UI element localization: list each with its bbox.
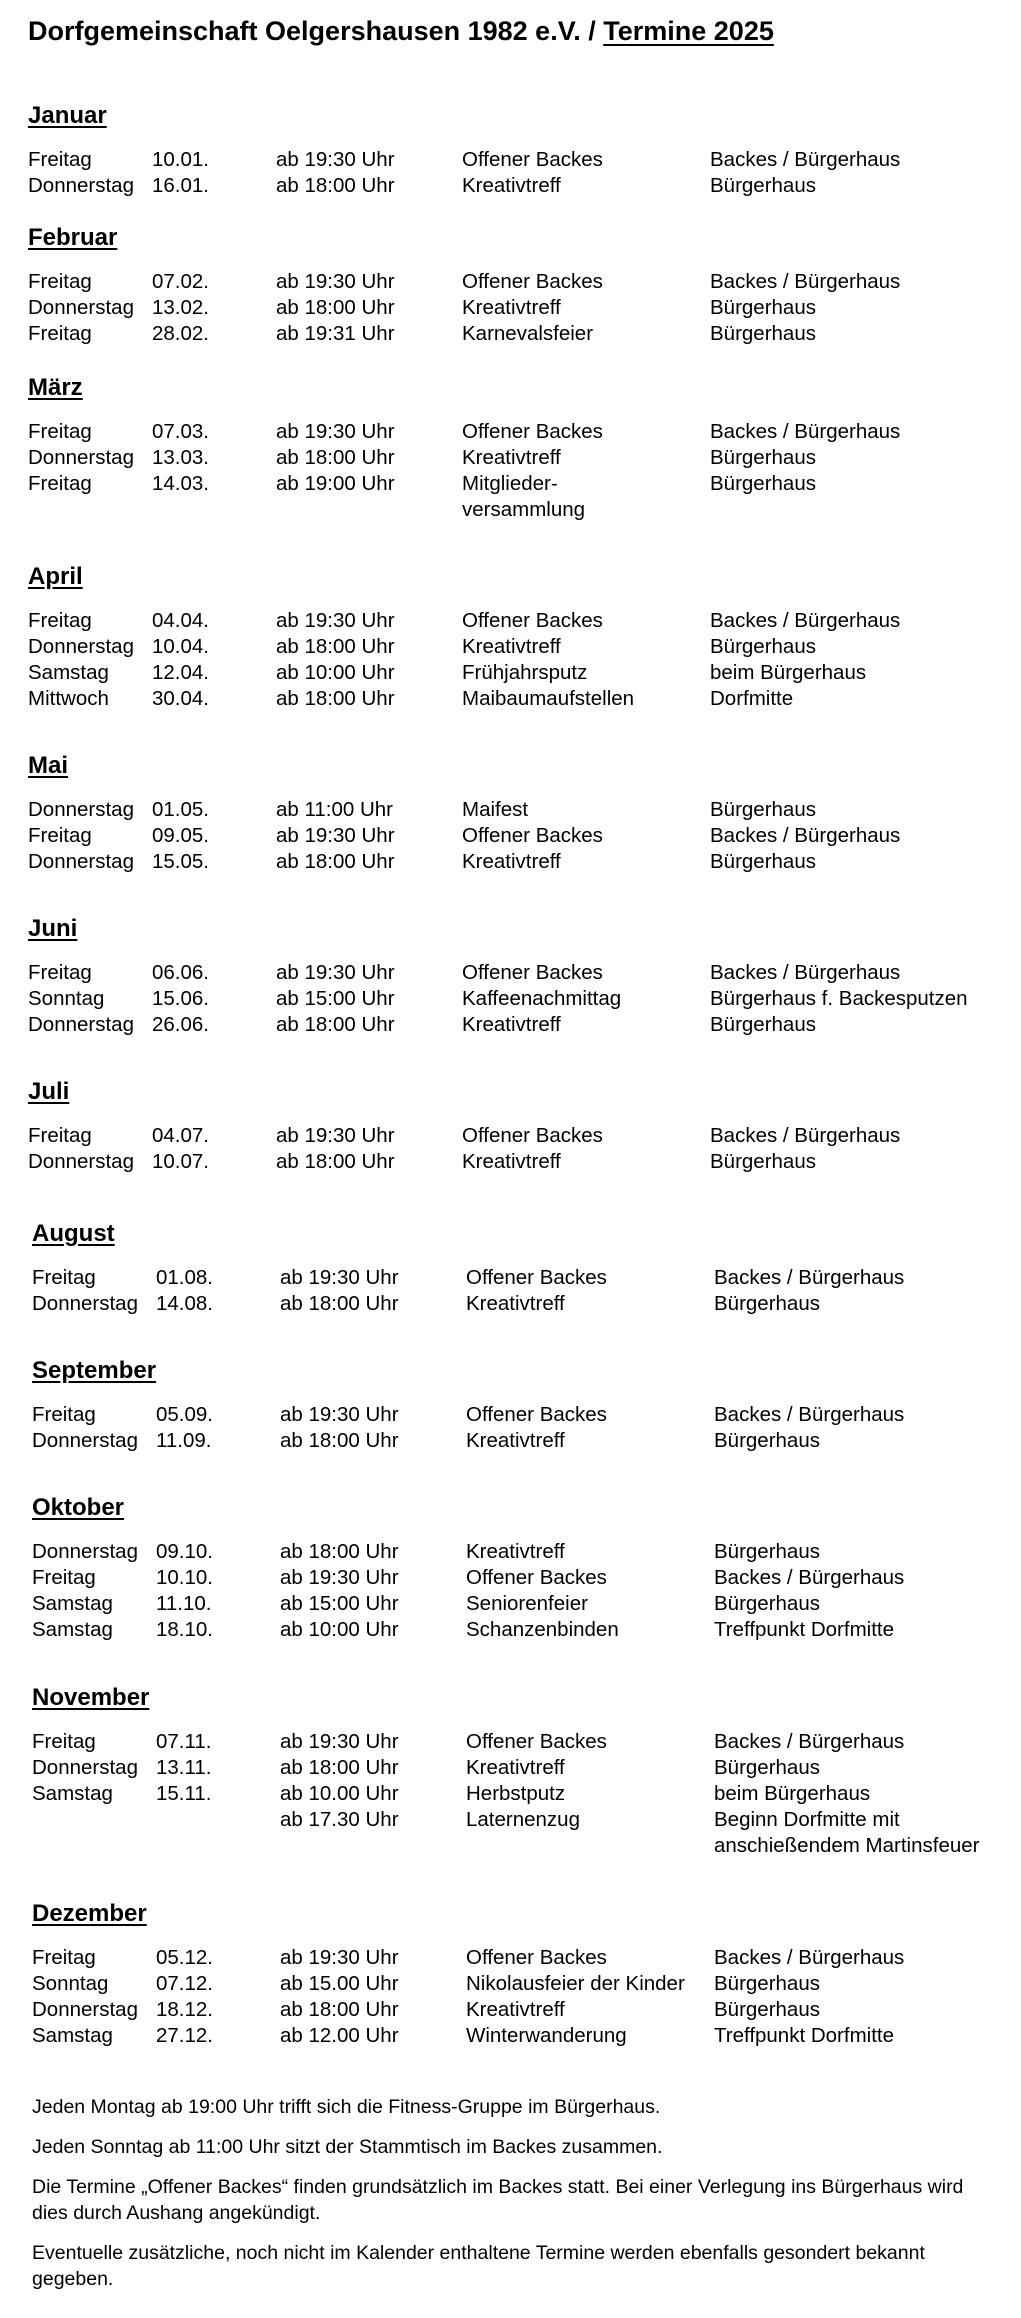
event-day: Donnerstag: [32, 1998, 138, 2021]
event-time: ab 17.30 Uhr: [280, 1808, 399, 1831]
event-time: ab 10:00 Uhr: [280, 1618, 399, 1641]
event-date: 07.02.: [152, 270, 209, 293]
event-day: Freitag: [28, 420, 92, 443]
event-day: Sonntag: [28, 987, 105, 1010]
event-row: [32, 1997, 1021, 2023]
month-heading-juni: Juni: [28, 915, 78, 942]
event-location: Bürgerhaus: [714, 1592, 820, 1615]
event-row: [32, 1755, 1021, 1781]
event-time: ab 19:30 Uhr: [280, 1566, 399, 1589]
event-name: Kreativtreff: [466, 1292, 565, 1315]
event-location: Backes / Bürgerhaus: [710, 824, 901, 847]
event-row: [28, 269, 1018, 295]
event-name: Maifest: [462, 798, 529, 821]
month-heading-dezember: Dezember: [32, 1900, 147, 1927]
event-time: ab 19:31 Uhr: [276, 322, 395, 345]
event-name: Offener Backes: [462, 961, 603, 984]
event-name: Offener Backes: [462, 1124, 603, 1147]
event-date: 04.07.: [152, 1124, 209, 1147]
event-location: Backes / Bürgerhaus: [714, 1403, 905, 1426]
event-day: Freitag: [28, 472, 92, 495]
month-heading-märz: März: [28, 374, 83, 401]
event-time: ab 18:00 Uhr: [276, 1150, 395, 1173]
note-paragraph: Die Termine „Offener Backes“ finden grundsätzlich im Backes statt. Bei einer Verlegung ins Bürgerhaus wird dies durch Aushang angekündigt.: [32, 2176, 964, 2224]
event-name: Offener Backes: [466, 1403, 607, 1426]
month-heading-april: April: [28, 563, 83, 590]
event-time: ab 11:00 Uhr: [276, 798, 394, 821]
event-location: Backes / Bürgerhaus: [714, 1730, 905, 1753]
note-paragraph: Eventuelle zusätzliche, noch nicht im Kalender enthaltene Termine werden ebenfalls gesondert bekannt gegeben.: [32, 2242, 925, 2290]
event-name: Kreativtreff: [462, 1150, 561, 1173]
event-day: Samstag: [32, 1782, 113, 1805]
event-day: Samstag: [32, 2024, 113, 2047]
event-date: 26.06.: [152, 1013, 209, 1036]
event-date: 28.02.: [152, 322, 209, 345]
event-time: ab 10.00 Uhr: [280, 1782, 399, 1805]
event-row: [28, 1012, 1018, 1038]
event-location: Bürgerhaus: [710, 174, 816, 197]
event-day: Freitag: [28, 824, 92, 847]
event-date: 12.04.: [152, 661, 209, 684]
event-location: Backes / Bürgerhaus: [714, 1946, 905, 1969]
event-date: 09.10.: [156, 1540, 213, 1563]
event-location: Bürgerhaus: [714, 1429, 820, 1452]
event-name: Herbstputz: [466, 1782, 566, 1805]
event-time: ab 18:00 Uhr: [276, 635, 395, 658]
event-row: [32, 1265, 1021, 1291]
event-row: [32, 2023, 1021, 2049]
event-name: Offener Backes: [466, 1266, 607, 1289]
event-row: [32, 1729, 1021, 1755]
event-time: ab 15:00 Uhr: [280, 1592, 399, 1615]
event-location: Bürgerhaus: [710, 322, 816, 345]
page-title: [28, 16, 774, 47]
event-day: Donnerstag: [28, 1150, 134, 1173]
event-date: 14.03.: [152, 472, 209, 495]
event-name: Nikolausfeier der Kinder: [466, 1972, 685, 1995]
title-main: Dorfgemeinschaft Oelgershausen 1982 e.V. /: [28, 16, 604, 46]
event-day: Samstag: [32, 1592, 113, 1615]
event-location: Bürgerhaus: [714, 1292, 820, 1315]
event-time: ab 19:30 Uhr: [276, 961, 395, 984]
event-name: Offener Backes: [462, 420, 603, 443]
event-name: Kreativtreff: [466, 1998, 565, 2021]
event-location: beim Bürgerhaus: [714, 1782, 871, 1805]
event-day: Donnerstag: [32, 1540, 138, 1563]
event-date: 15.11.: [156, 1782, 212, 1805]
event-time: ab 18:00 Uhr: [280, 1756, 399, 1779]
event-row: [28, 986, 1018, 1012]
event-location: Bürgerhaus: [714, 1756, 820, 1779]
event-row: [32, 1591, 1021, 1617]
event-date: 13.11.: [156, 1756, 212, 1779]
event-name: Karnevalsfeier: [462, 322, 594, 345]
event-date: 10.10.: [156, 1566, 213, 1589]
month-heading-august: August: [32, 1220, 115, 1247]
event-day: Freitag: [28, 609, 92, 632]
event-day: Donnerstag: [28, 635, 134, 658]
event-time: ab 19:30 Uhr: [276, 420, 395, 443]
event-date: 10.07.: [152, 1150, 209, 1173]
event-date: 05.09.: [156, 1403, 213, 1426]
event-row: [28, 686, 1018, 712]
event-location: anschießendem Martinsfeuer: [714, 1834, 980, 1857]
event-name: versammlung: [462, 498, 586, 521]
event-row: [32, 1781, 1021, 1807]
event-time: ab 18:00 Uhr: [280, 1429, 399, 1452]
event-date: 16.01.: [152, 174, 209, 197]
event-location: Bürgerhaus: [710, 472, 816, 495]
event-time: ab 18:00 Uhr: [276, 687, 395, 710]
event-date: 07.11.: [156, 1730, 212, 1753]
event-date: 09.05.: [152, 824, 209, 847]
event-location: Bürgerhaus: [714, 1540, 820, 1563]
event-name: Mitglieder-: [462, 472, 558, 495]
event-name: Kreativtreff: [462, 1013, 561, 1036]
event-name: Kreativtreff: [462, 635, 561, 658]
event-row: [28, 660, 1018, 686]
event-time: ab 19:00 Uhr: [276, 472, 395, 495]
note-paragraph: Jeden Montag ab 19:00 Uhr trifft sich die Fitness-Gruppe im Bürgerhaus.: [32, 2096, 661, 2118]
event-row: [28, 497, 1018, 523]
event-row: [28, 797, 1018, 823]
month-heading-november: November: [32, 1684, 150, 1711]
event-day: Donnerstag: [32, 1756, 138, 1779]
event-time: ab 18:00 Uhr: [276, 174, 395, 197]
event-name: Kaffeenachmittag: [462, 987, 622, 1010]
event-row: [32, 1833, 1021, 1859]
event-row: [32, 1291, 1021, 1317]
event-day: Donnerstag: [28, 798, 134, 821]
event-date: 07.12.: [156, 1972, 213, 1995]
event-name: Kreativtreff: [466, 1756, 565, 1779]
event-time: ab 15:00 Uhr: [276, 987, 395, 1010]
event-name: Kreativtreff: [462, 174, 561, 197]
event-row: [28, 823, 1018, 849]
month-heading-februar: Februar: [28, 224, 118, 251]
event-date: 15.06.: [152, 987, 209, 1010]
event-location: Treffpunkt Dorfmitte: [714, 2024, 895, 2047]
event-location: Dorfmitte: [710, 687, 794, 710]
title-year: Termine 2025: [603, 16, 774, 46]
event-name: Kreativtreff: [466, 1540, 565, 1563]
event-time: ab 19:30 Uhr: [276, 824, 395, 847]
event-date: 15.05.: [152, 850, 209, 873]
event-location: beim Bürgerhaus: [710, 661, 867, 684]
event-row: [28, 960, 1018, 986]
event-day: Freitag: [28, 148, 92, 171]
event-row: [32, 1945, 1021, 1971]
event-day: Donnerstag: [32, 1292, 138, 1315]
event-name: Offener Backes: [462, 609, 603, 632]
event-day: Freitag: [28, 270, 92, 293]
event-name: Offener Backes: [462, 270, 603, 293]
event-date: 11.10.: [156, 1592, 212, 1615]
event-day: Samstag: [32, 1618, 113, 1641]
event-date: 11.09.: [156, 1429, 212, 1452]
event-location: Bürgerhaus: [710, 1150, 816, 1173]
event-date: 06.06.: [152, 961, 209, 984]
event-date: 07.03.: [152, 420, 209, 443]
event-name: Offener Backes: [462, 824, 603, 847]
event-day: Mittwoch: [28, 687, 109, 710]
event-name: Schanzenbinden: [466, 1618, 619, 1641]
month-heading-oktober: Oktober: [32, 1494, 125, 1521]
event-day: Donnerstag: [28, 174, 134, 197]
event-name: Kreativtreff: [462, 850, 561, 873]
event-time: ab 19:30 Uhr: [276, 609, 395, 632]
event-location: Bürgerhaus f. Backesputzen: [710, 987, 968, 1010]
event-time: ab 19:30 Uhr: [276, 1124, 395, 1147]
event-day: Donnerstag: [28, 850, 134, 873]
event-name: Kreativtreff: [462, 296, 561, 319]
event-location: Bürgerhaus: [714, 1998, 820, 2021]
event-time: ab 18:00 Uhr: [280, 1998, 399, 2021]
event-date: 30.04.: [152, 687, 209, 710]
event-day: Freitag: [32, 1730, 96, 1753]
event-row: [32, 1617, 1021, 1643]
event-name: Offener Backes: [462, 148, 603, 171]
event-name: Frühjahrsputz: [462, 661, 588, 684]
event-location: Beginn Dorfmitte mit: [714, 1808, 900, 1831]
event-location: Treffpunkt Dorfmitte: [714, 1618, 895, 1641]
month-heading-juli: Juli: [28, 1078, 70, 1105]
event-day: Freitag: [32, 1566, 96, 1589]
event-date: 04.04.: [152, 609, 209, 632]
event-day: Donnerstag: [32, 1429, 138, 1452]
event-location: Bürgerhaus: [710, 635, 816, 658]
event-row: [28, 849, 1018, 875]
event-location: Backes / Bürgerhaus: [710, 270, 901, 293]
event-row: [28, 471, 1018, 497]
note-paragraph: Jeden Sonntag ab 11:00 Uhr sitzt der Stammtisch im Backes zusammen.: [32, 2136, 663, 2158]
event-row: [28, 608, 1018, 634]
event-date: 05.12.: [156, 1946, 213, 1969]
event-date: 14.08.: [156, 1292, 213, 1315]
month-heading-januar: Januar: [28, 102, 107, 129]
event-row: [32, 1428, 1021, 1454]
event-time: ab 19:30 Uhr: [276, 148, 395, 171]
event-location: Backes / Bürgerhaus: [710, 420, 901, 443]
event-time: ab 19:30 Uhr: [280, 1266, 399, 1289]
event-date: 13.03.: [152, 446, 209, 469]
event-row: [28, 173, 1018, 199]
event-row: [28, 634, 1018, 660]
event-date: 01.08.: [156, 1266, 213, 1289]
event-name: Offener Backes: [466, 1946, 607, 1969]
event-name: Offener Backes: [466, 1566, 607, 1589]
event-name: Kreativtreff: [462, 446, 561, 469]
event-date: 01.05.: [152, 798, 209, 821]
event-day: Donnerstag: [28, 446, 134, 469]
event-row: [28, 295, 1018, 321]
month-heading-mai: Mai: [28, 752, 69, 779]
event-name: Maibaumaufstellen: [462, 687, 635, 710]
event-location: Bürgerhaus: [710, 1013, 816, 1036]
event-time: ab 19:30 Uhr: [280, 1946, 399, 1969]
event-location: Backes / Bürgerhaus: [710, 148, 901, 171]
event-location: Bürgerhaus: [710, 446, 816, 469]
event-row: [28, 445, 1018, 471]
event-row: [32, 1971, 1021, 1997]
event-time: ab 18:00 Uhr: [280, 1292, 399, 1315]
event-location: Bürgerhaus: [710, 850, 816, 873]
event-row: [32, 1807, 1021, 1833]
event-time: ab 18:00 Uhr: [276, 446, 395, 469]
event-name: Laternenzug: [466, 1808, 580, 1831]
event-row: [28, 147, 1018, 173]
event-day: Donnerstag: [28, 1013, 134, 1036]
event-time: ab 18:00 Uhr: [276, 850, 395, 873]
event-date: 10.04.: [152, 635, 209, 658]
event-date: 18.12.: [156, 1998, 213, 2021]
event-date: 13.02.: [152, 296, 209, 319]
event-name: Kreativtreff: [466, 1429, 565, 1452]
event-time: ab 19:30 Uhr: [280, 1403, 399, 1426]
event-time: ab 18:00 Uhr: [276, 296, 395, 319]
event-location: Backes / Bürgerhaus: [714, 1266, 905, 1289]
event-day: Sonntag: [32, 1972, 109, 1995]
event-day: Samstag: [28, 661, 109, 684]
event-day: Freitag: [28, 961, 92, 984]
event-location: Bürgerhaus: [714, 1972, 820, 1995]
event-day: Freitag: [32, 1403, 96, 1426]
event-time: ab 15.00 Uhr: [280, 1972, 399, 1995]
event-location: Backes / Bürgerhaus: [710, 961, 901, 984]
event-time: ab 19:30 Uhr: [280, 1730, 399, 1753]
event-row: [28, 1123, 1018, 1149]
event-location: Bürgerhaus: [710, 296, 816, 319]
event-time: ab 18:00 Uhr: [276, 1013, 395, 1036]
event-row: [28, 1149, 1018, 1175]
event-location: Bürgerhaus: [710, 798, 816, 821]
event-day: Freitag: [28, 322, 92, 345]
event-date: 27.12.: [156, 2024, 213, 2047]
event-date: 18.10.: [156, 1618, 213, 1641]
event-row: [28, 321, 1018, 347]
event-time: ab 10:00 Uhr: [276, 661, 395, 684]
month-heading-september: September: [32, 1357, 157, 1384]
event-row: [32, 1539, 1021, 1565]
event-name: Seniorenfeier: [466, 1592, 588, 1615]
event-date: 10.01.: [152, 148, 209, 171]
event-name: Offener Backes: [466, 1730, 607, 1753]
event-row: [32, 1565, 1021, 1591]
event-name: Winterwanderung: [466, 2024, 627, 2047]
event-day: Donnerstag: [28, 296, 134, 319]
event-location: Backes / Bürgerhaus: [710, 609, 901, 632]
event-day: Freitag: [32, 1946, 96, 1969]
event-day: Freitag: [28, 1124, 92, 1147]
event-location: Backes / Bürgerhaus: [710, 1124, 901, 1147]
event-time: ab 18:00 Uhr: [280, 1540, 399, 1563]
event-day: Freitag: [32, 1266, 96, 1289]
event-location: Backes / Bürgerhaus: [714, 1566, 905, 1589]
event-row: [28, 419, 1018, 445]
event-time: ab 12.00 Uhr: [280, 2024, 399, 2047]
event-row: [32, 1402, 1021, 1428]
event-time: ab 19:30 Uhr: [276, 270, 395, 293]
